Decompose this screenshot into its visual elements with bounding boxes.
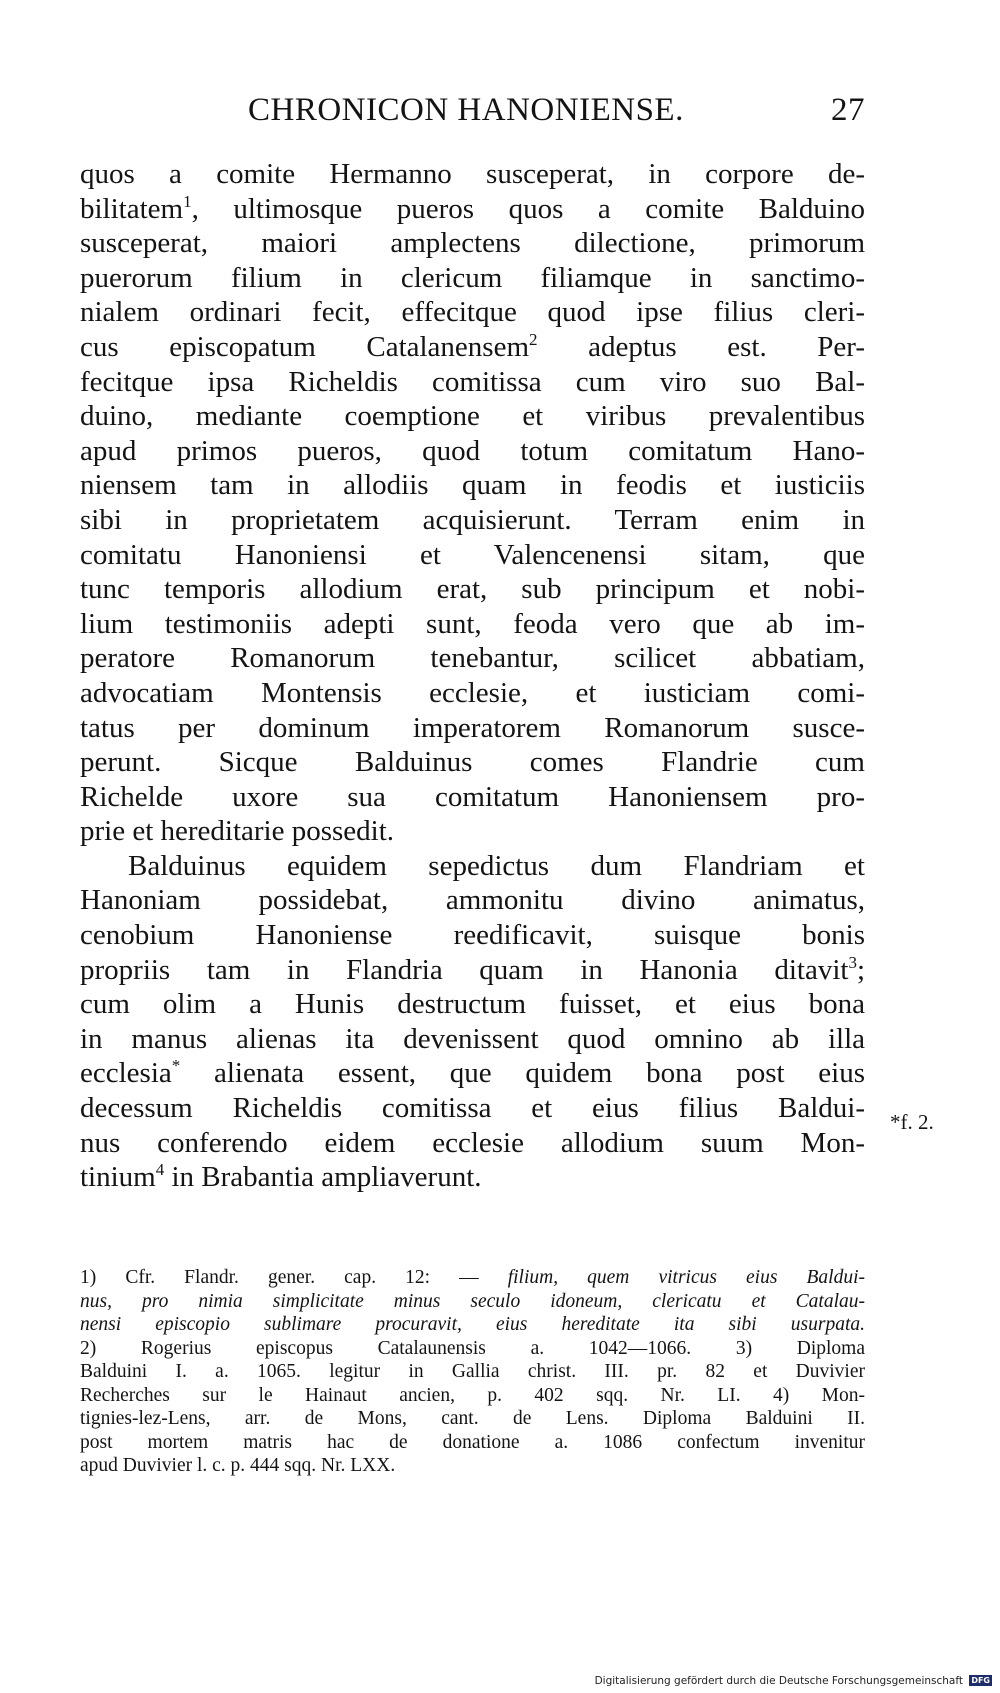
footnote-marker: *: [171, 1056, 181, 1076]
line-text: cenobium Hanoniense reedificavit, suisque bonis: [80, 919, 865, 952]
text-line: [80, 849, 865, 884]
line-text: alienata essent, que quidem bona post eius: [180, 1057, 865, 1090]
text-line: [80, 365, 865, 400]
page-title: CHRONICON HANONIENSE.: [248, 92, 684, 128]
line-text: susceperat, maiori amplectens dilectione, primorum: [80, 227, 865, 260]
text-line: [80, 814, 865, 849]
line-text: nialem ordinari fecit, effecitque quod ipse filius cleri-: [80, 296, 865, 329]
line-text: Hanoniam possidebat, ammonitu divino animatus,: [80, 884, 865, 917]
line-text: comitatu Hanoniensi et Valencenensi sitam, que: [80, 538, 865, 571]
text-line: [80, 987, 865, 1022]
text-line: [80, 434, 865, 469]
footnote-text: 2) Rogerius episcopus Catalaunensis a. 1042—1066. 3) Diploma: [80, 1337, 865, 1359]
footnote-text: Balduini I. a. 1065. legitur in Gallia christ. III. pr. 82 et Duvivier: [80, 1361, 865, 1382]
line-text: cum olim a Hunis destructum fuisset, et eius bona: [80, 988, 865, 1021]
dfg-logo: DFG: [971, 1676, 990, 1685]
line-text: , ultimosque pueros quos a comite Balduino: [191, 192, 865, 225]
line-text: advocatiam Montensis ecclesie, et iusticiam comi-: [80, 676, 865, 709]
footnote-line: [80, 1454, 865, 1478]
line-text: apud primos pueros, quod totum comitatum Hano-: [80, 434, 865, 467]
text-line: [80, 676, 865, 711]
line-text: ecclesia: [80, 1057, 172, 1090]
footnote-line: [80, 1431, 865, 1455]
line-text: Richelde uxore sua comitatum Hanoniensem pro-: [80, 780, 865, 813]
footnote-quotation: filium, quem vitricus eius Baldui-: [507, 1267, 865, 1288]
line-text: tinium: [80, 1161, 156, 1194]
text-line: [80, 192, 865, 227]
footnote-line: [80, 1384, 865, 1408]
credit-text: Digitalisierung gefördert durch die Deutsche Forschungsgemeinschaft: [594, 1675, 963, 1687]
footnote-quotation: nus, pro nimia simplicitate minus seculo idoneum, clericatu et Catalau-: [80, 1290, 865, 1312]
line-text: tunc temporis allodium erat, sub principum et nobi-: [80, 573, 865, 606]
footnote-text: 1) Cfr. Flandr. gener. cap. 12: —: [80, 1267, 508, 1288]
line-text: niensem tam in allodiis quam in feodis et iusticiis: [80, 469, 865, 502]
text-line: [80, 1056, 865, 1091]
line-text: decessum Richeldis comitissa et eius filius Baldui-: [80, 1092, 865, 1125]
line-text: cus episcopatum Catalanensem: [80, 330, 530, 363]
text-line: [80, 953, 865, 988]
text-line: [80, 1022, 865, 1057]
footnote-text: apud Duvivier l. c. p. 444 sqq. Nr. LXX.: [80, 1455, 396, 1476]
line-text: quos a comite Hermanno susceperat, in corpore de-: [80, 158, 865, 190]
line-text: ;: [856, 953, 865, 986]
footnote-line: [80, 1266, 865, 1290]
footnote-line: [80, 1337, 865, 1361]
line-text: nus conferendo eidem ecclesie allodium suum Mon-: [80, 1126, 865, 1159]
text-line: [80, 468, 865, 503]
footnote-quotation: nensi episcopio sublimare procuravit, eius hereditate ita sibi usurpata.: [80, 1314, 865, 1335]
line-text: in Brabantia ampliaverunt.: [164, 1161, 482, 1194]
line-text: peratore Romanorum tenebantur, scilicet abbatiam,: [80, 642, 865, 675]
footnote-marker: 1: [183, 191, 192, 211]
line-text: in manus alienas ita devenissent quod omnino ab illa: [80, 1022, 865, 1055]
text-line: [80, 1091, 865, 1126]
main-text: [80, 157, 865, 1195]
text-line: [80, 607, 865, 642]
footnote-text: Recherches sur le Hainaut ancien, p. 402 sqq. Nr. LI. 4) Mon-: [80, 1384, 865, 1406]
line-text: lium testimoniis adepti sunt, feoda vero que ab im-: [80, 607, 865, 640]
footnote-marker: 4: [155, 1160, 165, 1180]
footnote-line: [80, 1360, 865, 1384]
footnotes: [80, 1266, 865, 1478]
line-text: propriis tam in Flandria quam in Hanonia ditavit: [80, 953, 849, 986]
footnote-text: tignies-lez-Lens, arr. de Mons, cant. de Lens. Diploma Balduini II.: [80, 1408, 865, 1429]
text-line: [80, 641, 865, 676]
text-line: [80, 780, 865, 815]
text-line: [80, 1126, 865, 1161]
line-text: Balduinus equidem sepedictus dum Flandriam et: [128, 849, 865, 882]
text-line: [80, 745, 865, 780]
text-line: [80, 918, 865, 953]
text-line: [80, 503, 865, 538]
footnote-marker: 3: [848, 952, 857, 972]
line-text: puerorum filium in clericum filiamque in sanctimo-: [80, 261, 865, 294]
running-head: [80, 92, 865, 138]
text-line: [80, 538, 865, 573]
page-number: 27: [831, 92, 865, 128]
text-line: [80, 330, 865, 365]
line-text: tatus per dominum imperatorem Romanorum susce-: [80, 711, 865, 744]
line-text: prie et hereditarie possedit.: [80, 815, 395, 848]
text-line: [80, 295, 865, 330]
line-text: duino, mediante coemptione et viribus prevalentibus: [80, 400, 865, 433]
line-text: bilitatem: [80, 192, 184, 225]
text-line: [80, 226, 865, 261]
footnote-line: [80, 1407, 865, 1431]
text-line: [80, 572, 865, 607]
footnote-marker: 2: [529, 329, 538, 349]
text-line: [80, 399, 865, 434]
line-text: perunt. Sicque Balduinus comes Flandrie cum: [80, 746, 865, 779]
line-text: sibi in proprietatem acquisierunt. Terram enim in: [80, 503, 865, 536]
line-text: adeptus est. Per-: [537, 330, 865, 363]
text-line: [80, 261, 865, 296]
text-line: [80, 883, 865, 918]
folio-margin-note: *f. 2.: [890, 1110, 934, 1134]
footnote-line: [80, 1290, 865, 1314]
line-text: fecitque ipsa Richeldis comitissa cum viro suo Bal-: [80, 365, 865, 398]
text-line: [80, 711, 865, 746]
digitization-credit: [595, 1675, 992, 1687]
text-line: [80, 1160, 865, 1195]
text-line: [80, 157, 865, 192]
footnote-line: [80, 1313, 865, 1337]
footnote-text: post mortem matris hac de donatione a. 1086 confectum invenitur: [80, 1431, 865, 1453]
